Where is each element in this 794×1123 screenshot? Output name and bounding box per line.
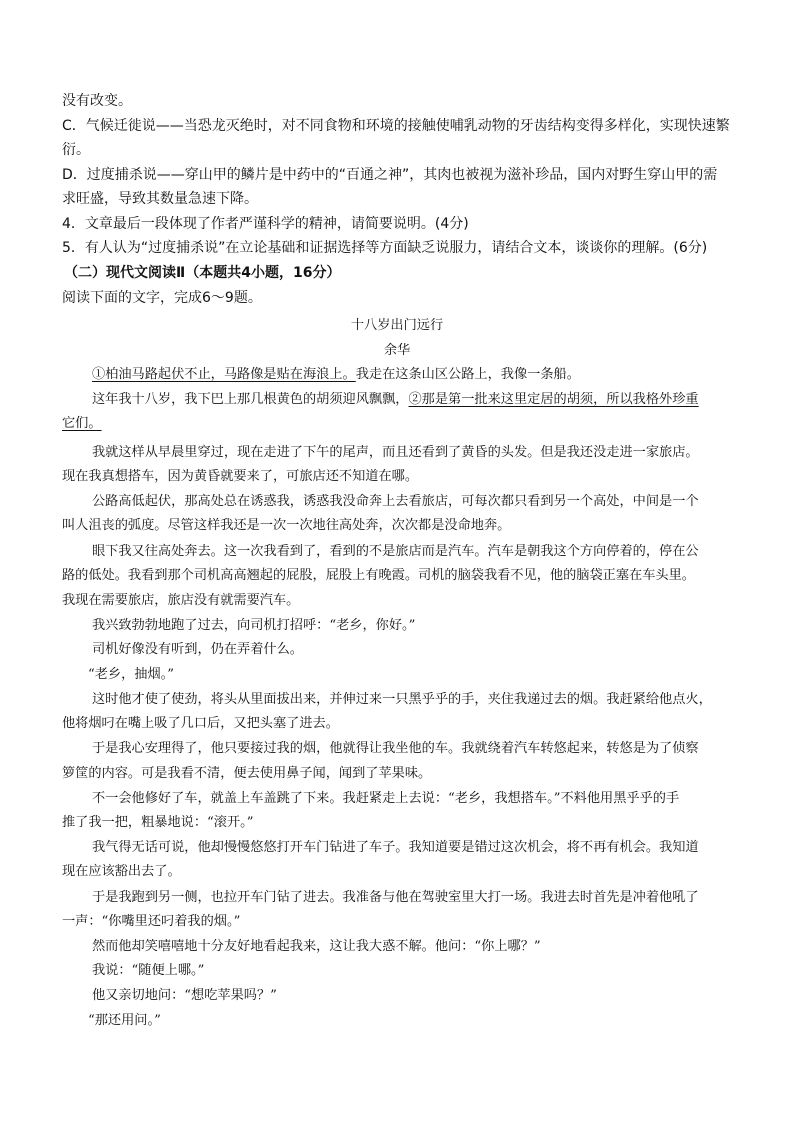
paragraph-12: 我气得无话可说，他却慢慢悠悠打开车门钻进了车子。我知道要是错过这次机会，将不再有机会。我知道 (92, 840, 699, 855)
paragraph-3: 我就这样从早晨里穿过，现在走进了下午的尾声，而且还看到了黄昏的头发。但是我还没走进一家旅店。 (92, 445, 699, 460)
paragraph-1: ①柏油马路起伏不止，马路像是贴在海浪上。我走在这条山区公路上，我像一条船。 (92, 367, 580, 382)
paragraph-3-tail: 现在我真想搭车，因为黄昏就要来了，可旅店还不知道在哪。 (62, 469, 419, 484)
question-5: 5．有人认为“过度捕杀说”在立论基础和证据选择等方面缺乏说服力，请结合文本，谈谈你的理解。(6分) (62, 240, 708, 256)
paragraph-5-tail: 我现在需要旅店，旅店没有就需要汽车。 (62, 593, 300, 608)
paragraph-17: “那还用问。” (88, 1013, 161, 1028)
story-title: 十八岁出门远行 (350, 318, 444, 333)
paragraph-4: 公路高低起伏，那高处总在诱惑我，诱惑我没命奔上去看旅店，可每次都只看到另一个高处，中间是一个 (92, 494, 699, 509)
paragraph-8: “老乡，抽烟。” (88, 667, 175, 682)
paragraph-15: 我说：“随便上哪。” (92, 963, 205, 978)
paragraph-5: 眼下我又往高处奔去。这一次我看到了，看到的不是旅店而是汽车。汽车是朝我这个方向停着的，停在公 (92, 544, 699, 559)
option-c-tail: 衍。 (62, 142, 90, 158)
underlined-sentence-1: ①柏油马路起伏不止，马路像是贴在海浪上。 (92, 367, 356, 382)
paragraph-9-tail: 他将烟叼在嘴上吸了几口后，又把头塞了进去。 (62, 716, 339, 731)
reading-instruction: 阅读下面的文字，完成6～9题。 (62, 290, 262, 306)
paragraph-12-tail: 现在应该豁出去了。 (62, 864, 181, 879)
paragraph-7: 司机好像没有听到，仍在弄着什么。 (92, 642, 303, 657)
paragraph-10: 于是我心安理得了，他只要接过我的烟，他就得让我坐他的车。我就绕着汽车转悠起来，转悠是为了侦察 (92, 741, 699, 756)
paragraph-13: 于是我跑到另一侧，也拉开车门钻了进去。我准备与他在驾驶室里大打一场。我进去时首先是冲着他吼了 (92, 890, 699, 905)
paragraph-11-tail: 推了我一把，粗暴地说：“滚开。” (62, 815, 254, 830)
paragraph-9: 这时他才使了使劲，将头从里面拔出来，并伸过来一只黑乎乎的手，夹住我递过去的烟。我赶紧给他点火， (92, 692, 712, 707)
option-c: C．气候迁徙说——当恐龙灭绝时，对不同食物和环境的接触使哺乳动物的牙齿结构变得多样化，实现快速繁 (62, 118, 730, 134)
paragraph-14: 然而他却笑嘻嘻地十分友好地看起我来，这让我大惑不解。他问：“你上哪？” (92, 939, 541, 954)
paragraph-2-tail: 它们。 (62, 416, 102, 431)
story-author: 余华 (383, 343, 411, 358)
option-b-tail: 没有改变。 (62, 93, 132, 109)
section-heading: （二）现代文阅读Ⅱ（本题共4小题，16分） (64, 265, 341, 281)
paragraph-13-tail: 一声：“你嘴里还叼着我的烟。” (62, 914, 241, 929)
option-d-tail: 求旺盛，导致其数量急速下降。 (62, 191, 258, 207)
paragraph-11: 不一会他修好了车，就盖上车盖跳了下来。我赶紧走上去说：“老乡，我想搭车。”不料他用黑乎乎的手 (92, 791, 680, 806)
paragraph-16: 他又亲切地问：“想吃苹果吗？” (92, 988, 277, 1003)
option-d: D．过度捕杀说——穿山甲的鳞片是中药中的“百通之神”，其肉也被视为滋补珍品，国内对野生穿山甲的需 (62, 167, 718, 183)
question-4: 4．文章最后一段体现了作者严谨科学的精神，请简要说明。(4分) (62, 216, 469, 232)
paragraph-10-tail: 箩筐的内容。可是我看不清，便去使用鼻子闻，闻到了苹果味。 (62, 766, 432, 781)
paragraph-4-tail: 叫人沮丧的弧度。尽管这样我还是一次一次地往高处奔，次次都是没命地奔。 (62, 518, 511, 533)
paragraph-6: 我兴致勃勃地跑了过去，向司机打招呼：“老乡，你好。” (92, 618, 416, 633)
paragraph-2: 这年我十八岁，我下巴上那几根黄色的胡须迎风飘飘，②那是第一批来这里定居的胡须，所以我格外珍重 (92, 392, 699, 407)
underlined-sentence-2: ②那是第一批来这里定居的胡须，所以我格外珍重 (408, 392, 699, 407)
paragraph-5-line-2: 路的低处。我看到那个司机高高翘起的屁股，屁股上有晚霞。司机的脑袋我看不见，他的脑袋正塞在车头里。 (62, 568, 695, 583)
